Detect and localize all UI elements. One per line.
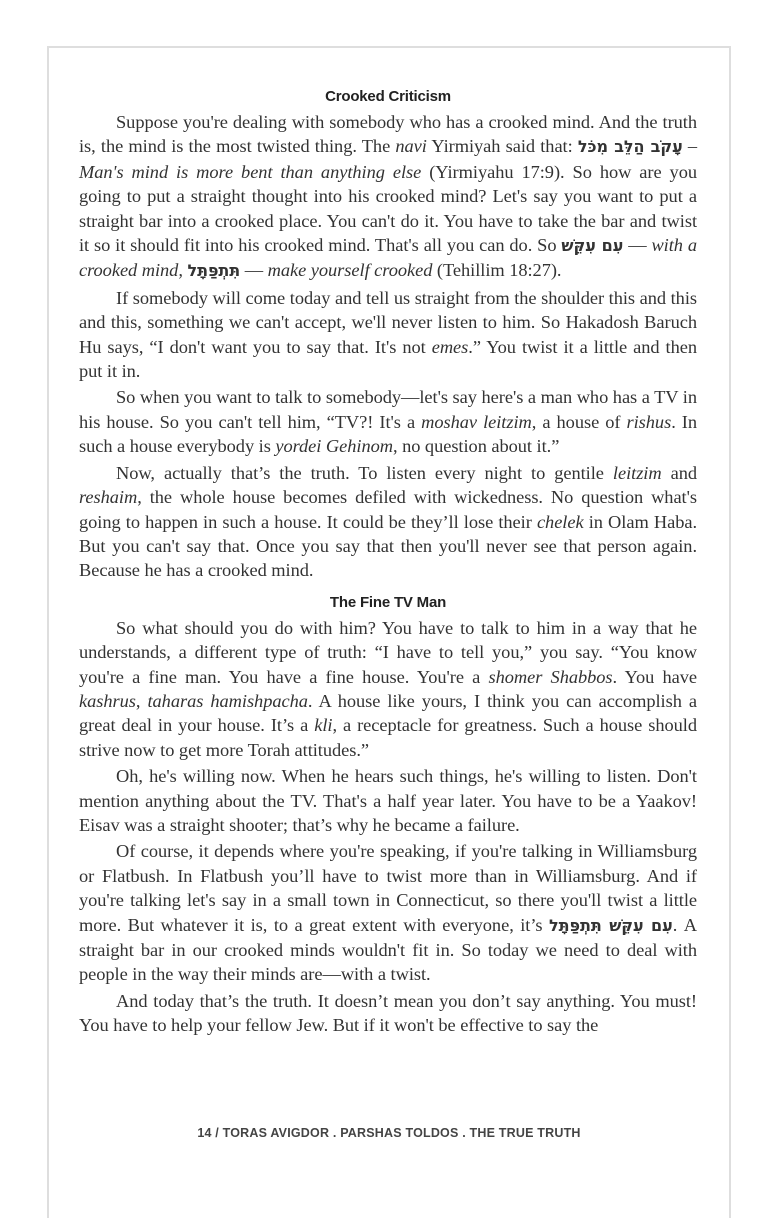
italic-term: make yourself crooked	[267, 260, 433, 281]
page-footer: 14 / TORAS AVIGDOR . PARSHAS TOLDOS . THE TRUE TRUTH	[197, 1126, 581, 1140]
text-run: –	[682, 136, 698, 157]
section-fine-tv-man	[79, 592, 697, 1038]
italic-term: kli	[314, 715, 333, 736]
hebrew-quote: עָקֹב הַלֵּב מִכֹּל	[577, 137, 683, 157]
paragraph	[79, 839, 697, 986]
text-run: —	[240, 260, 268, 281]
italic-term: chelek	[536, 511, 584, 532]
text-run: .” You twist it a little and then put it in.	[79, 336, 697, 382]
hebrew-quote: תִּתְפַּתָּל	[187, 261, 241, 281]
paragraph	[79, 286, 697, 384]
paragraph	[79, 616, 697, 762]
paragraph	[79, 461, 697, 583]
text-run: Oh, he's willing now. When he hears such things, he's willing to listen. Don't mention anything about the TV. That's a half year later. You have to be a Yaakov! Eisav was a straight shooter; that’s why he became a failure.	[79, 766, 697, 835]
paragraph	[79, 764, 697, 837]
italic-term: navi	[395, 136, 427, 157]
text-run: Yirmiyah said that:	[426, 136, 578, 157]
text-run: Suppose you're dealing with somebody who has a crooked mind. And the truth is, the mind is the most twisted thing. The	[79, 112, 697, 157]
italic-term: shomer Shabbos	[488, 666, 613, 687]
text-run: So what should you do with him? You have to talk to him in a way that he understands, a different type of truth: “I have to tell you,” you say. “You know you're a fine man. You have a fine house. You're a	[79, 617, 697, 687]
text-run: . You have	[612, 666, 698, 687]
text-run: . A house like yours, I think you can accomplish a great deal in your house. It’s a	[79, 690, 697, 736]
text-run: and	[661, 462, 698, 483]
text-run: in Olam Haba. But you can't say that. Once you say that then you'll never see that person again. Because he has a crooked mind.	[79, 511, 698, 581]
text-run: (Tehillim 18:27).	[432, 260, 562, 281]
text-run: Now, actually that’s the truth. To listen every night to gentile	[116, 462, 613, 483]
text-run: If somebody will come today and tell us straight from the shoulder this and this and this, something we can't accept, we'll never listen to him. So Hakadosh Baruch Hu says, “I don't want you to say that. It's not	[79, 287, 697, 357]
text-run: . A straight bar in our crooked minds wouldn't fit in. So today we need to deal with people in the way their minds are—with a twist.	[79, 914, 697, 985]
hebrew-quote: עִם עִקֵּשׁ תִּתְפַּתָּל	[549, 915, 673, 935]
italic-term: moshav leitzim	[421, 411, 532, 432]
text-run: —	[623, 235, 652, 256]
section-heading: Crooked Criticism	[325, 88, 451, 105]
italic-term: reshaim	[79, 487, 138, 508]
italic-term: taharas hamishpacha	[147, 690, 308, 711]
paragraph	[79, 385, 697, 458]
text-run: . In such a house everybody is	[79, 411, 698, 457]
italic-term: with a crooked mind,	[79, 235, 697, 281]
text-run: (Yirmiyahu 17:9). So how are you going to put a straight thought into his crooked mind? Let's say you want to put a straight bar into a crooked place. You can't do it. You have to take the bar and twist it so it should fit into his crooked mind. That's all you can do. So	[79, 161, 697, 256]
text-run: , a house of	[531, 411, 627, 432]
text-run: ,	[135, 690, 148, 711]
text-run: So when you want to talk to somebody—let's say here's a man who has a TV in his house. So you can't tell him, “TV?! It's a	[79, 387, 697, 432]
section-crooked-criticism	[79, 86, 697, 583]
text-run: , no question about it.”	[392, 436, 560, 457]
italic-term: yordei Gehinom	[275, 436, 393, 457]
text-run: , a receptacle for greatness. Such a house should strive now to get more Torah attitudes.”	[79, 715, 697, 760]
italic-term: kashrus	[79, 690, 136, 711]
text-run: Of course, it depends where you're speaking, if you're talking in Williamsburg or Flatbush. In Flatbush you’ll have to twist more than in Williamsburg. And if you're talking let's say in a small town in Connecticut, so there you'll twist a little more. But whatever it is, to a great extent with everyone, it’s	[79, 841, 697, 935]
page-content	[79, 86, 697, 1038]
section-heading: The Fine TV Man	[329, 593, 447, 611]
italic-term: rishus	[626, 411, 672, 432]
paragraph	[79, 989, 697, 1038]
paragraph	[79, 110, 697, 284]
italic-term: Man's mind is more bent than anything else	[79, 161, 422, 182]
text-run: , the whole house becomes defiled with wickedness. No question what's going to happen in such a house. It could be they’ll lose their	[79, 487, 697, 532]
italic-term: emes	[431, 336, 469, 357]
text-run: And today that’s the truth. It doesn’t mean you don’t say anything. You must! You have to help your fellow Jew. But if it won't be effective to say the	[79, 990, 697, 1036]
italic-term: leitzim	[612, 462, 662, 483]
hebrew-quote: עִם עִקֵּשׁ	[561, 236, 624, 256]
